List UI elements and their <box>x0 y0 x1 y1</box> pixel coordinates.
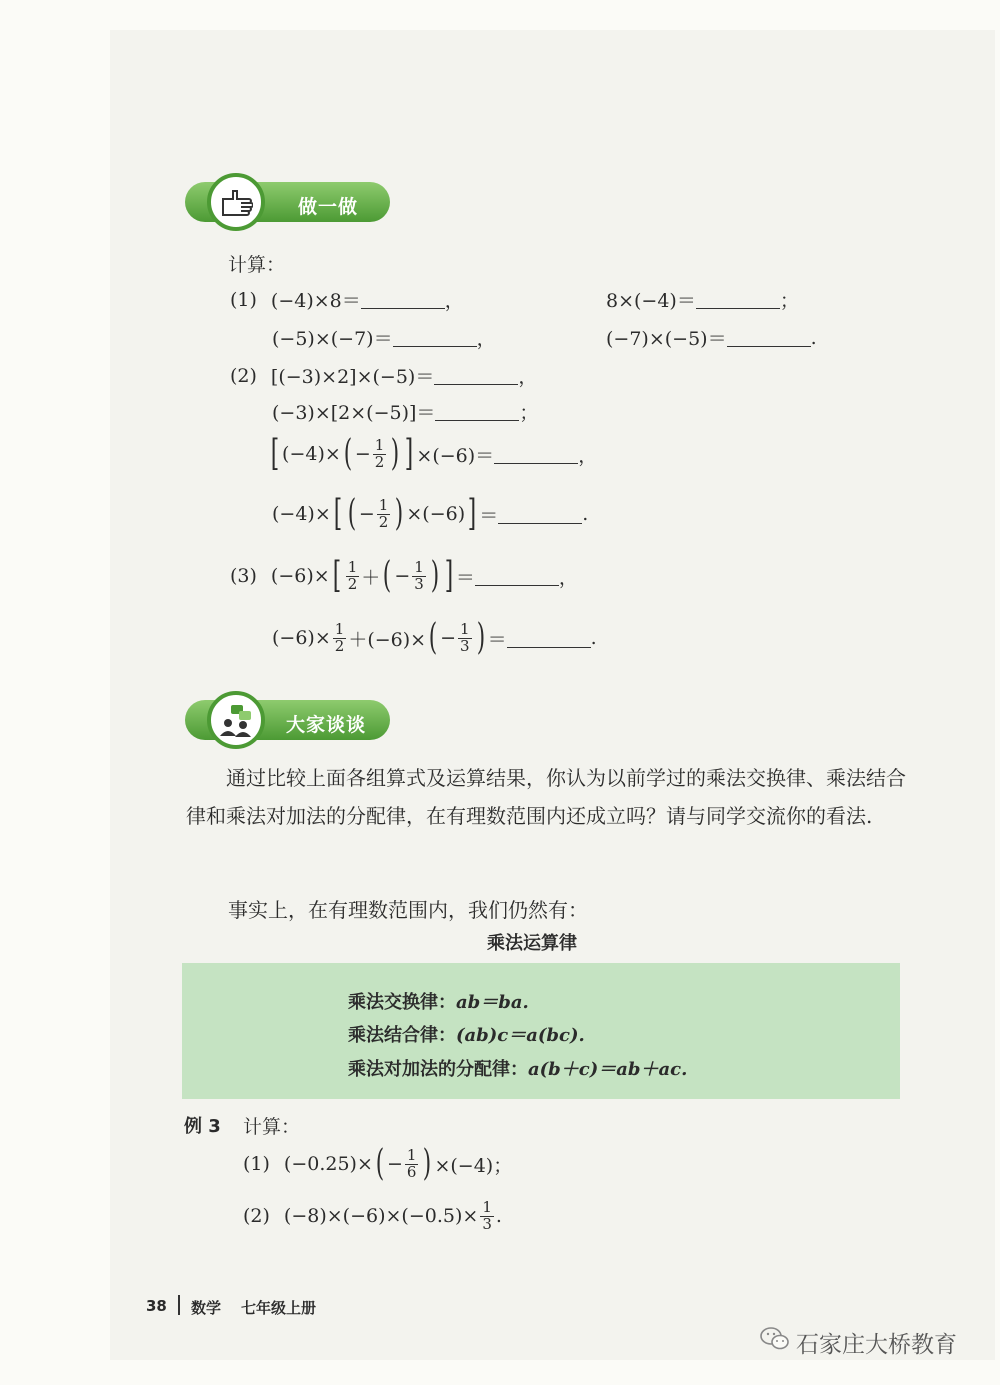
paren-open: ( <box>347 493 357 534</box>
laws-title: 乘法运算律 <box>487 933 577 954</box>
answer-blank[interactable] <box>727 328 811 347</box>
exercise-2b <box>272 398 538 425</box>
bracket-close: ] <box>444 555 454 596</box>
discuss-label: 大家谈谈 <box>286 714 367 736</box>
fraction-one-sixth: $\frac{1}{6}$ <box>406 1145 417 1181</box>
activity-label: 做一做 <box>298 196 359 218</box>
minus-sign: − <box>358 503 375 525</box>
punctuation: ， <box>476 328 496 350</box>
paren-close: ) <box>395 493 404 534</box>
discussion-paragraph: 通过比较上面各组算式及运算结果，你认为以前学过的乘法交换律、乘法结合律和乘法对加法的分配律，在有理数范围内还成立吗？请与同学交流你的看法. <box>186 766 906 828</box>
exercise-3a <box>230 555 578 596</box>
exercise-1a <box>230 286 464 313</box>
minus-sign: − <box>394 565 411 587</box>
expression-part: ＝ <box>487 628 507 651</box>
watermark-text: 石家庄大桥教育 <box>796 1332 957 1358</box>
law-formula: (ab)c＝a(bc). <box>456 1025 585 1046</box>
paren-open: ( <box>383 555 392 596</box>
bracket-open: [ <box>333 493 343 534</box>
exercise-2c <box>268 433 598 474</box>
law-formula: a(b＋c)＝ab＋ac. <box>528 1059 688 1080</box>
fraction-one-third: $\frac{1}{3}$ <box>460 619 470 655</box>
expression-part: ×(−6)＝ <box>416 444 495 467</box>
expression-part: (−6)× <box>272 627 331 649</box>
answer-blank[interactable] <box>393 328 477 347</box>
paren-close: ) <box>391 433 400 474</box>
part-number: (2) <box>230 364 257 387</box>
answer-blank[interactable] <box>435 402 519 421</box>
paren-open: ( <box>375 1143 385 1184</box>
punctuation: ， <box>518 366 538 388</box>
expression-part: (−8)×(−6)×(−0.5)× <box>283 1205 479 1228</box>
fraction-one-half: $\frac{1}{2}$ <box>347 557 358 593</box>
hand-icon <box>207 173 265 231</box>
punctuation: ； <box>779 290 799 312</box>
punctuation: . <box>810 326 817 349</box>
fraction-one-half: $\frac{1}{2}$ <box>378 495 389 531</box>
commutative-law <box>348 988 529 1014</box>
part-number: (1) <box>230 288 257 311</box>
law-label: 乘法对加法的分配律： <box>348 1059 528 1080</box>
expression: (−4)×8＝ <box>270 290 361 312</box>
expression-part: (−4)× <box>282 443 341 465</box>
associative-law <box>348 1021 585 1047</box>
answer-blank[interactable] <box>361 290 445 309</box>
expression: 8×(−4)＝ <box>606 290 696 312</box>
footer-grade: 七年级上册 <box>241 1299 317 1317</box>
distributive-law <box>348 1055 687 1081</box>
paren-open: ( <box>428 617 438 658</box>
plus-sign: ＋ <box>361 566 381 589</box>
part-number: (2) <box>243 1205 270 1228</box>
answer-blank[interactable] <box>696 290 780 309</box>
example-label: 例 3 <box>184 1116 221 1137</box>
fraction-one-half: $\frac{1}{2}$ <box>334 619 345 655</box>
fraction-one-half: $\frac{1}{2}$ <box>374 435 385 471</box>
answer-blank[interactable] <box>434 366 518 385</box>
punctuation: ， <box>558 566 578 589</box>
exercise-3b <box>272 617 597 658</box>
fact-line: 事实上，在有理数范围内，我们仍然有： <box>228 898 588 922</box>
answer-blank[interactable] <box>494 445 578 464</box>
part-number: (3) <box>230 565 257 587</box>
punctuation: . <box>495 1205 502 1228</box>
minus-sign: − <box>440 627 457 649</box>
minus-sign: − <box>386 1153 403 1175</box>
wechat-icon <box>760 1326 790 1356</box>
expression-part: ＝ <box>455 566 475 589</box>
people-talking-icon <box>207 691 265 749</box>
expression-part: (−4)× <box>272 503 331 525</box>
page-number: 38 <box>146 1297 167 1315</box>
paren-close: ) <box>423 1143 432 1184</box>
expression-part: ＝ <box>479 504 499 527</box>
law-label: 乘法结合律： <box>348 1025 456 1046</box>
exercise-1d <box>606 324 817 351</box>
fraction-one-third: $\frac{1}{3}$ <box>482 1198 492 1233</box>
example-question-2 <box>243 1200 502 1233</box>
exercise-2a <box>230 362 537 389</box>
paren-close: ) <box>476 617 485 658</box>
example-question-1 <box>243 1143 513 1184</box>
expression-part: ＋(−6)× <box>348 628 427 651</box>
punctuation: . <box>590 627 597 649</box>
expression: (−7)×(−5)＝ <box>606 328 727 350</box>
law-label: 乘法交换律： <box>348 992 456 1013</box>
punctuation: ； <box>519 402 539 424</box>
expression-part: ×(−6) <box>406 503 466 525</box>
expression: (−3)×[2×(−5)]＝ <box>272 402 436 424</box>
answer-blank[interactable] <box>498 505 582 524</box>
punctuation: ， <box>578 444 598 467</box>
footer-divider <box>178 1295 180 1315</box>
exercise-1c <box>272 324 496 351</box>
exercise-1b <box>606 286 799 313</box>
bracket-open: [ <box>270 433 280 474</box>
expression-part: (−0.25)× <box>283 1153 373 1175</box>
bracket-open: [ <box>332 555 341 596</box>
part-number: (1) <box>243 1153 270 1175</box>
punctuation: ， <box>444 290 464 312</box>
punctuation: . <box>582 503 589 525</box>
compute-label: 计算： <box>228 254 286 276</box>
expression: [(−3)×2]×(−5)＝ <box>270 366 435 388</box>
example-compute: 计算： <box>243 1116 301 1138</box>
bracket-close: ] <box>405 433 414 474</box>
expression-part: ×(−4)； <box>434 1154 513 1177</box>
law-formula: ab＝ba. <box>456 992 529 1013</box>
paren-open: ( <box>343 433 353 474</box>
exercise-2d <box>272 493 589 534</box>
minus-sign: − <box>354 443 371 465</box>
bracket-close: ] <box>467 493 477 534</box>
answer-blank[interactable] <box>507 629 591 648</box>
fraction-one-third: $\frac{1}{3}$ <box>414 557 424 593</box>
expression-part: (−6)× <box>270 565 330 587</box>
paren-close: ) <box>430 555 440 596</box>
answer-blank[interactable] <box>475 567 559 586</box>
expression: (−5)×(−7)＝ <box>272 328 393 350</box>
footer-subject: 数学 <box>191 1299 222 1317</box>
